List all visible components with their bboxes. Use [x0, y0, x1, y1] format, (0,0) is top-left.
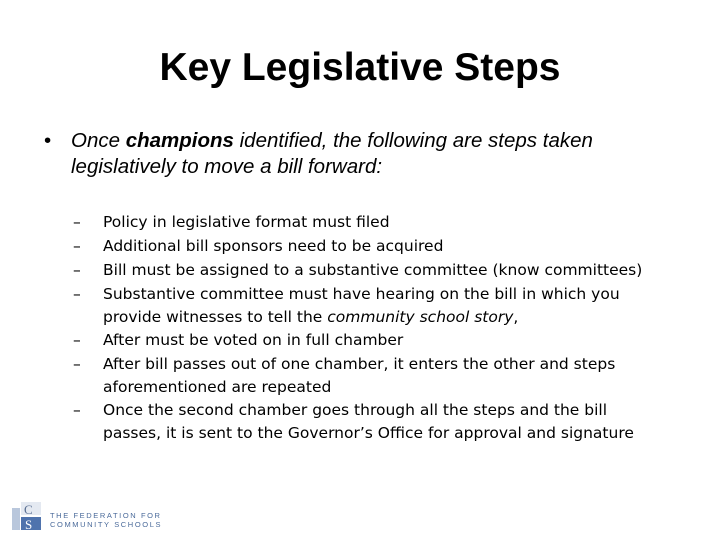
step-text-cont [103, 306, 693, 328]
logo-line-2: COMMUNITY SCHOOLS [50, 520, 163, 529]
step-text-cont: aforementioned are repeated [103, 378, 332, 396]
step-text: Substantive committee must have hearing on the bill in which you [103, 285, 620, 303]
step-item [73, 234, 693, 258]
logo-line-1: THE FEDERATION FOR [50, 511, 162, 520]
step-cont-em: community school story [327, 308, 514, 326]
step-item [73, 398, 693, 444]
dash: – [73, 401, 81, 419]
step-text-cont: passes, it is sent to the Governor’s Office for approval and signature [103, 424, 634, 442]
step-cont-suffix: , [513, 308, 519, 326]
slide-title: Key Legislative Steps [159, 46, 561, 89]
dash: – [73, 261, 81, 279]
dash: – [73, 213, 81, 231]
step-text: After bill passes out of one chamber, it enters the other and steps [103, 355, 616, 373]
dash: – [73, 237, 81, 255]
step-item [73, 258, 693, 282]
dash: – [73, 355, 81, 373]
main-bullet-suffix: identified, the following are steps taken legislatively to move a bill forward: [71, 129, 593, 178]
main-bullet-bold: champions [125, 129, 234, 152]
step-text: After must be voted on in full chamber [103, 331, 404, 349]
bullet-dot: • [44, 129, 52, 152]
dash: – [73, 331, 81, 349]
step-item [73, 328, 693, 352]
step-cont-prefix: provide witnesses to tell the [103, 308, 328, 326]
steps-list [73, 210, 693, 444]
step-item [73, 282, 693, 328]
step-item [73, 352, 693, 398]
cs-logo-icon [12, 502, 46, 532]
svg-text:S: S [25, 517, 33, 532]
step-text: Policy in legislative format must filed [103, 213, 390, 231]
logo-text [50, 511, 162, 529]
federation-logo [12, 502, 182, 532]
step-item [73, 210, 693, 234]
step-text: Once the second chamber goes through all the steps and the bill [103, 401, 608, 419]
svg-text:C: C [24, 502, 33, 517]
main-bullet-text [71, 128, 681, 180]
step-text: Bill must be assigned to a substantive committee (know committees) [103, 261, 643, 279]
step-text: Additional bill sponsors need to be acquired [103, 237, 444, 255]
main-bullet-prefix: Once [71, 129, 126, 152]
dash: – [73, 285, 81, 303]
